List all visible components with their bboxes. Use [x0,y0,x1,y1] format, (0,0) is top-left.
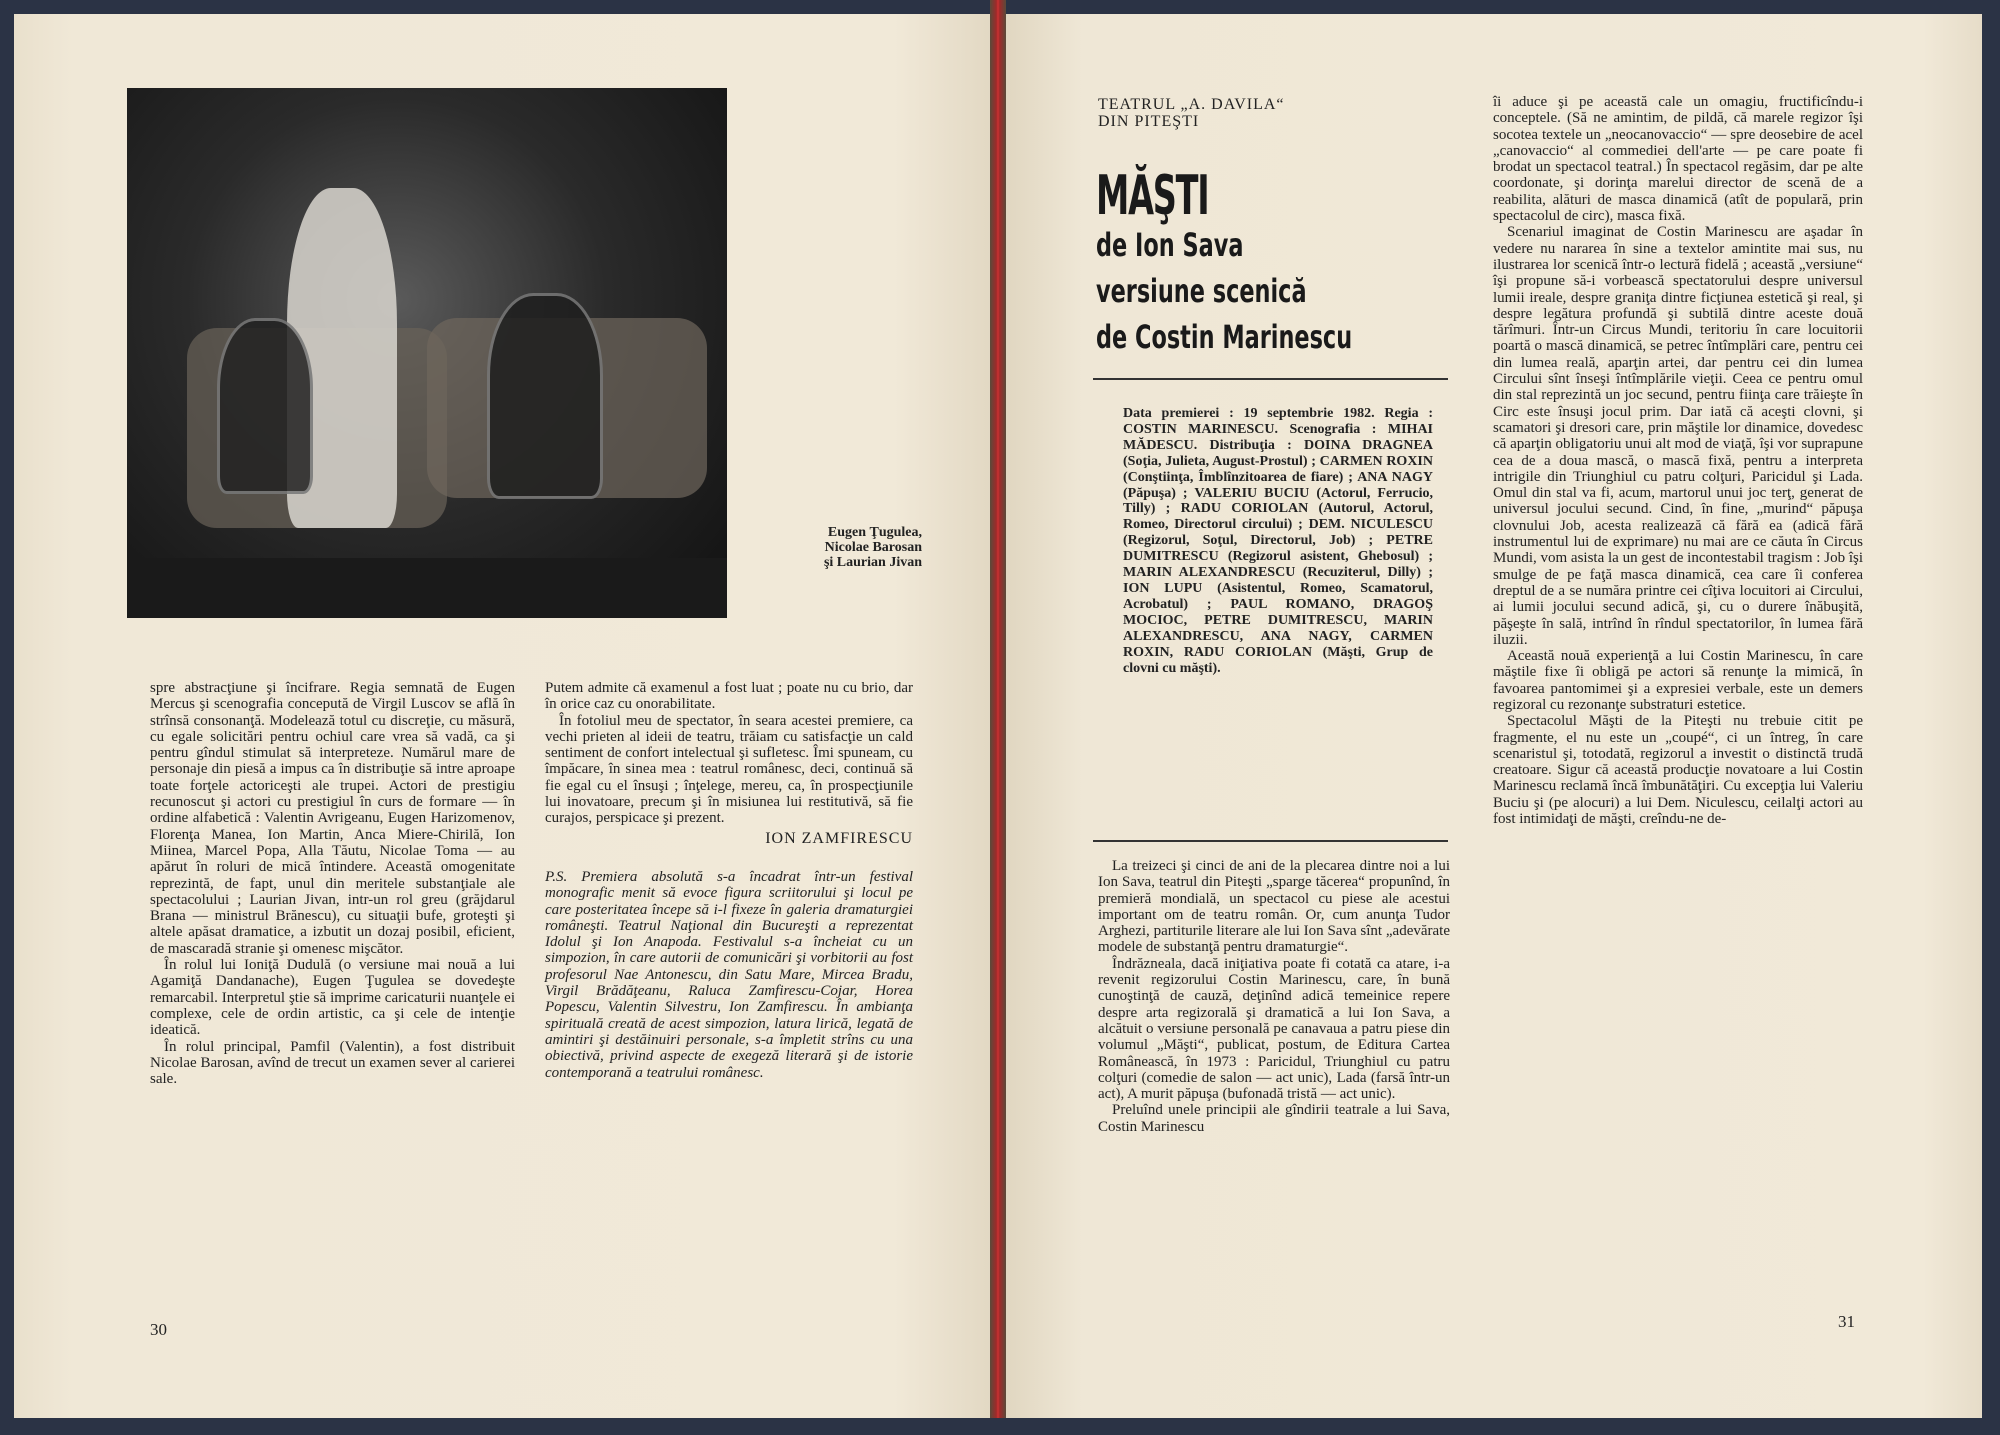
left-column-2: Putem admite că examenul a fost luat ; poate nu cu brio, dar în orice caz cu onorabilitate. În fotoliul meu de spectator, în seara acestei premiere, ca vechi prieten al ideii de teatru, trăiam cu satisfacţie un cald sentiment de confort intelectual şi sufletesc. Îmi spuneam, cu împăcare, în sinea mea : teatrul românesc, deci, continuă să fie egal cu el însuşi ; înţelege, mereu, ca, în prospecţiunile lui inovatoare, precum şi în misiunea lui restitutivă, să fie curajos, perspicace şi prezent. ION ZAMFIRESCU P.S. Premiera absolută s-a încadrat într-un festival monografic menit să evoce figura scriitorului şi locul pe care posteritatea începe să i-l fixeze în galeria dramaturgiei româneşti. Teatrul Naţional din Bucureşti a reprezentat Idolul şi Ion Anapoda. Festivalul s-a încheiat cu un simpozion, în care autorii de comunicări şi vorbitorii au fost profesorul Nae Antonescu, din Satu Mare, Mircea Bradu, Virgil Brădăţeanu, Raluca Zamfirescu-Cojar, Horea Popescu, Valentin Silvestru, Ion Zamfirescu. În ambianţa spirituală creată de acest simpozion, latura lirică, legată de amintiri şi destăinuiri personale, s-a împletit strîns cu una obiectivă, privind aspecte de exegeză literară şi de istorie contemporană a teatrului românesc. [545,680,913,1081]
right-column-1: La treizeci şi cinci de ani de la plecarea dintre noi a lui Ion Sava, teatrul din Piteşti „sparge tăcerea“ propunînd, în premieră mondială, un spectacol cu piese ale acestui important om de teatru român. Or, cum anunţa Tudor Arghezi, partiturile literare ale lui Ion Sava sînt „adevărate modele de substanţă pentru dramaturgie“. Îndrăzneala, dacă iniţiativa poate fi cotată ca atare, i-a revenit regizorului Costin Marinescu, care, în bună cunoştinţă de cauză, deţinînd adică temeinice repere despre arta regizorală şi dramatică a lui Ion Sava, a alcătuit o versiune personală pe canavaua a patru piese din volumul „Măşti“, publicat, postum, de Editura Cartea Românească, în 1973 : Paricidul, Triunghiul cu patru colţuri (comedie de salon — act unic), Lada (farsă într-un act), A murit păpuşa (bufonadă tristă — act unic). Preluînd unele principii ale gîndirii teatrale a lui Sava, Costin Marinescu [1098,858,1450,1135]
theatre-header: TEATRUL „A. DAVILA“ DIN PITEŞTI [1098,96,1285,130]
book-cover-edge [0,1418,2000,1435]
stage-photo [127,88,727,618]
credits-box [1093,378,1448,842]
version-label: versiune scenică [1096,272,1307,310]
article-author: ION ZAMFIRESCU [765,829,913,847]
play-author: de Ion Sava [1096,226,1244,264]
page-number-left: 30 [150,1320,167,1339]
photo-caption: Eugen Ţugulea, Nicolae Barosan şi Laurian Jivan [823,525,922,570]
seated-actor-left [217,318,313,494]
postscript: P.S. Premiera absolută s-a încadrat într-un festival monografic menit să evoce figura scriitorului şi locul pe care posteritatea începe să i-l fixeze în galeria dramaturgiei româneşti. Teatrul Naţional din Bucureşti a reprezentat Idolul şi Ion Anapoda. Festivalul s-a încheiat cu un simpozion, în care autorii de comunicări şi vorbitorii au fost profesorul Nae Antonescu, din Satu Mare, Mircea Bradu, Virgil Brădăţeanu, Raluca Zamfirescu-Cojar, Horea Popescu, Valentin Silvestru, Ion Zamfirescu. În ambianţa spirituală creată de acest simpozion, latura lirică, legată de amintiri şi destăinuiri personale, s-a împletit strîns cu una obiectivă, privind aspecte de exegeză literară şi de istorie contemporană a teatrului românesc. [545,868,913,1081]
credits-text: Data premierei : 19 septembrie 1982. Regia : COSTIN MARINESCU. Scenografia : MIHAI MĂDESCU. Distribuţia : DOINA DRAGNEA (Soţia, Julieta, August-Prostul) ; CARMEN ROXIN (Conştiinţa, Îmblînzitoarea de fiare) ; ANA NAGY (Păpuşa) ; VALERIU BUCIU (Actorul, Ferrucio, Tilly) ; RADU CORIOLAN (Autorul, Actorul, Romeo, Directorul circului) ; DEM. NICULESCU (Regizorul, Soţul, Directorul, Job) ; PETRE DUMITRESCU (Regizorul asistent, Ghebosul) ; MARIN ALEXANDRESCU (Recuziterul, Dilly) ; ION LUPU (Asistentul, Romeo, Scamatorul, Acrobatul) ; PAUL ROMANO, DRAGOŞ MOCIOC, PETRE DUMITRESCU, MARIN ALEXANDRESCU, ANA NAGY, CARMEN ROXIN, RADU CORIOLAN (Măşti, Grup de clovni cu măşti). [1123,406,1433,676]
play-title: MĂŞTI [1096,164,1209,227]
right-column-2: îi aduce şi pe această cale un omagiu, fructificîndu-i conceptele. (Să ne amintim, de pildă, că marele regizor îşi socotea textele un „neocanovaccio“ — spre deosebire de acel „canovaccio“ al commediei dell'arte — pe care poate fi brodat un spectacol teatral.) În spectacol regăsim, dar pe alte coordonate, şi dorinţa marelui director de scenă de a reabilita, alături de masca dinamică (atît de populară, prin spectacolul de circ), masca fixă. Scenariul imaginat de Costin Marinescu are aşadar în vedere nu nararea în sine a textelor amintite mai sus, nu ilustrarea lor scenică într-o lectură fidelă ; această „versiune“ îşi propune să-i vorbească spectatorului despre universul lumii ireale, despre graniţa dintre ficţiunea estetică şi real, şi despre legătura profundă şi subtilă dintre aceste două tărîmuri. Într-un Circus Mundi, teritoriu în care locuitorii poartă o mască dinamică, se petrec întîmplări care, pentru cei din lumea reală, aparţin artei, dar pentru cei din lumea Circului sînt înseşi întîmplările vieţii. Ceea ce pentru omul din stal reprezintă un joc secund, pentru fiinţa care trăieşte în Circ este însuşi jocul prim. Dar iată că aceşti clovni, şi scamatori şi dresori care, prin măştile lor dinamice, dovedesc că aparţin obligatoriu unui alt mod de viaţă, îşi vor suprapune cea de a doua mască, o mască fixă, pentru a interpreta intrigile din Triunghiul cu patru colţuri, Paricidul şi Lada. Omul din stal va fi, acum, martorul unui joc terţ, generat de universul jocului secund. Cind, în fine, „murind“ păpuşa clovnului Job, acesta realizează că fără ea (adică fără instrumentul lui de exprimare) nu mai are ce căuta în Circus Mundi, vom asista la un gest de incontestabil tragism : Job îşi smulge de pe faţă masca dinamică, cea care îi conferea dreptul de a se număra printre cei cîţiva locuitori ai Circului, ai lumii jocului secund adică, şi, cu o durere înăbuşită, păşeşte în sală, intrînd în rîndul spectatorilor, în lumea fără iluzii. Această nouă experienţă a lui Costin Marinescu, în care măştile fixe îi obligă pe actori să renunţe la mimică, în favoarea pantomimei şi a expresiei verbale, este un demers regizoral cu rezonanţe substraturi estetice. Spectacolul Măşti de la Piteşti nu trebuie citit pe fragmente, el nu este un „coupé“, ci un întreg, în care scenaristul şi, totodată, regizorul a investit o distinctă trudă creatoare. Sigur că această producţie novatoare a lui Costin Marinescu reclamă încă îmbunătăţiri. Cu excepţia lui Valeriu Buciu şi (pe alocuri) a lui Dem. Niculescu, ceilalţi actori au fost intimidaţi de măşti, creîndu-ne de- [1493,94,1863,828]
left-column-1: spre abstracţiune şi încifrare. Regia semnată de Eugen Mercus şi scenografia concepută de Virgil Luscov se află în strînsă consonanţă. Modelează totul cu discreţie, cu măsură, cu egale solicitări pentru ochiul care vrea să vadă, ca şi pentru gîndul stimulat să interpreteze. Numărul mare de personaje din piesă a impus ca în distribuţie să intre aproape toate forţele actoriceşti ale trupei. Actori de prestigiu recunoscut şi actori cu prestigiul în curs de formare — în ordine alfabetică : Valentin Avrigeanu, Eugen Harizomenov, Florenţa Manea, Ion Martin, Anca Miere-Chirilă, Ion Miinea, Marcel Popa, Alla Tăutu, Nicolae Toma — au apărut în roluri de mică întindere. Această omogenitate reprezintă, de fapt, unul din meritele substanţiale ale spectacolului ; Laurian Jivan, intr-un rol greu (grăjdarul Brana — ministrul Brănescu), cu situaţii bufe, groteşti şi altele apăsat dramatice, a izbutit un dozaj posibil, eficient, de mascaradă stranie şi omenesc mişcător. În rolul lui Ioniţă Dudulă (o versiune mai nouă a lui Agamiţă Dandanache), Eugen Ţugulea se dovedeşte remarcabil. Interpretul ştie să imprime caricaturii nuanţele ei complexe, cele de ordin artistic, ca şi cele de intenţie ideatică. În rolul principal, Pamfil (Valentin), a fost distribuit Nicolae Barosan, avînd de trecut un examen sever al carierei sale. [150,680,515,1088]
version-author: de Costin Marinescu [1096,318,1353,356]
seated-actor-right [487,293,603,499]
page-number-right: 31 [1838,1312,1855,1331]
book-spine [990,0,1006,1435]
